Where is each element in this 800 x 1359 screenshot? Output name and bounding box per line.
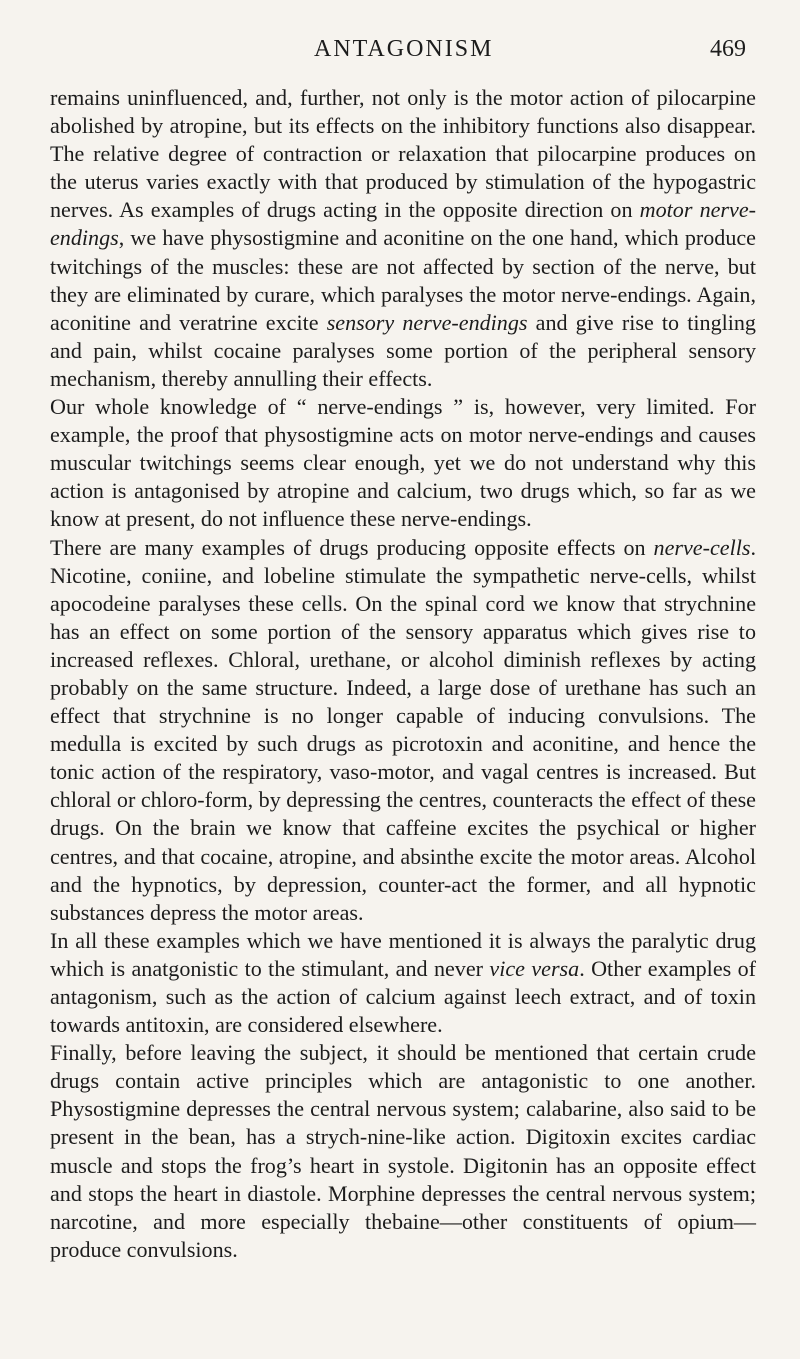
italic-term-sensory-nerve-endings: sensory nerve-endings	[326, 309, 528, 335]
paragraph-4	[50, 927, 756, 1039]
text-segment: , we have physostigmine and aconitine on the one hand, which produce twitchings of the muscles: these are not affected by section of the nerve, but they are eliminated by curare, which paralyses the motor nerve-endings. Again, aconitine and veratrine excite	[50, 225, 756, 335]
page-number: 469	[710, 36, 746, 62]
paragraph-5	[50, 1039, 756, 1264]
text-segment: Our whole knowledge of “ nerve-endings ” is, however, very limited. For example, the proof that physostigmine acts on motor nerve-endings and causes muscular twitchings seems clear enough, yet we do not understand why this action is antagonised by atropine and calcium, two drugs which, so far as we know at present, do not influence these nerve-endings.	[50, 394, 756, 532]
italic-term-motor-nerve-endings: motor nerve-endings	[50, 197, 757, 251]
running-title: ANTAGONISM	[314, 36, 494, 62]
body-text	[50, 84, 756, 1264]
italic-term-vice-versa: vice versa	[489, 955, 580, 981]
paragraph-3	[50, 534, 756, 927]
text-segment: . Nicotine, coniine, and lobeline stimulate the sympathetic nerve-cells, whilst apocodeine paralyses these cells. On the spinal cord we know that strychnine has an effect on some portion of the sensory apparatus which gives rise to increased reflexes. Chloral, urethane, or alcohol diminish reflexes by acting probably on the same structure. Indeed, a large dose of urethane has such an effect that strychnine is no longer capable of inducing convulsions. The medulla is excited by such drugs as picrotoxin and aconitine, and hence the tonic action of the respiratory, vaso-motor, and vagal centres is increased. But chloral or chloro-form, by depressing the centres, counteracts the effect of these drugs. On the brain we know that caffeine excites the psychical or higher centres, and that cocaine, atropine, and absinthe excite the motor areas. Alcohol and the hypnotics, by depression, counter-act the former, and all hypnotic substances depress the motor areas.	[50, 534, 756, 925]
text-segment: . Other examples of antagonism, such as the action of calcium against leech extract, and of toxin towards antitoxin, are considered elsewhere.	[50, 955, 756, 1038]
paragraph-1	[50, 84, 756, 393]
text-segment: There are many examples of drugs producing opposite effects on	[50, 534, 654, 560]
italic-term-nerve-cells: nerve-cells	[653, 534, 751, 560]
text-segment: In all these examples which we have mentioned it is always the paralytic drug which is anatgonistic to the stimulant, and never	[50, 927, 756, 981]
text-segment: Finally, before leaving the subject, it should be mentioned that certain crude drugs contain active principles which are antagonistic to one another. Physostigmine depresses the central nervous system; calabarine, also said to be present in the bean, has a strych-nine-like action. Digitoxin excites cardiac muscle and stops the frog’s heart in systole. Digitonin has an opposite effect and stops the heart in diastole. Morphine depresses the central nervous system; narcotine, and more especially thebaine—other constituents of opium—produce convulsions.	[50, 1040, 756, 1262]
page-header	[0, 36, 800, 80]
paragraph-2	[50, 393, 756, 533]
text-segment: remains uninfluenced, and, further, not only is the motor action of pilocarpine abolished by atropine, but its effects on the inhibitory functions also disappear. The relative degree of contraction or relaxation that pilocarpine produces on the uterus varies exactly with that produced by stimulation of the hypogastric nerves. As examples of drugs acting in the opposite direction on	[50, 85, 756, 223]
text-segment: and give rise to tingling and pain, whilst cocaine paralyses some portion of the peripheral sensory mechanism, thereby annulling their effects.	[50, 309, 756, 391]
